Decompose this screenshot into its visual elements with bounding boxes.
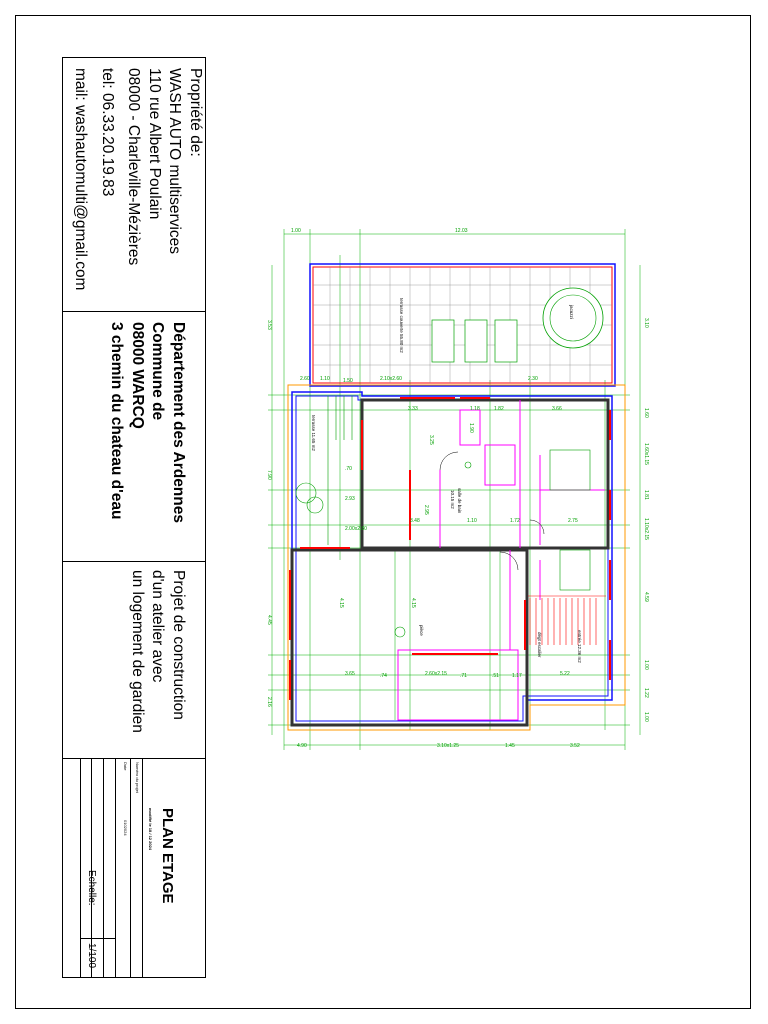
dimension-label: 1.00 — [643, 660, 649, 670]
dimension-label: 2.00x2.80 — [345, 526, 367, 532]
dimension-label: 12.03 — [455, 228, 468, 234]
dimension-label: 1.50 — [343, 378, 353, 384]
dimension-label: 3.25 — [428, 435, 434, 445]
dimension-label: 2.60x2.15 — [425, 671, 447, 677]
dimension-label: 1.10 — [467, 518, 477, 524]
dimension-label: 2.16 — [266, 697, 272, 707]
covered-terrace — [310, 264, 615, 386]
fixtures — [395, 450, 590, 637]
dimension-label: .70 — [345, 466, 352, 472]
dimension-label: 4.45 — [266, 615, 272, 625]
sheet-modified-date: modifié le 18 / 12 2024 — [148, 808, 153, 851]
site-address: 3 chemin du chateau d'eau — [108, 322, 126, 520]
dimension-label: 4.90 — [297, 743, 307, 749]
stair-handrail — [296, 396, 352, 545]
dimension-label: 2.60 — [300, 376, 310, 382]
dimension-label: 1.72 — [510, 518, 520, 524]
dimension-label: 7.90 — [266, 470, 272, 480]
dimension-label: 1.60x1.15 — [643, 443, 649, 465]
stair-label: dégt escalier — [537, 632, 542, 658]
dimension-label: 1.90 — [468, 423, 474, 433]
dimension-label: 1.22 — [643, 688, 649, 698]
date-label: Date — [123, 762, 128, 771]
sheet-title: PLAN ETAGE — [159, 808, 176, 904]
dimension-label: 3.66 — [552, 406, 562, 412]
dimension-label: 1.00 — [643, 712, 649, 722]
owner-name: WASH AUTO multiservices — [166, 68, 184, 255]
dimension-label: 1.10 — [320, 376, 330, 382]
jacuzzi-label: jacuzzi — [569, 305, 574, 319]
dimension-label: 2.95 — [423, 505, 429, 515]
owner-mail: mail: washautomulti@gmail.com — [72, 68, 90, 291]
scale-label: Echelle: — [86, 870, 97, 906]
dimension-label: 1.10x2.15 — [643, 518, 649, 540]
dimension-label: 1.81 — [643, 490, 649, 500]
bathroom-area: 10.15 m2 — [450, 490, 455, 509]
room-label: pièce — [419, 625, 424, 636]
site-commune-label: Commune de — [149, 322, 167, 421]
site-commune: 08000 WARCQ — [129, 322, 146, 429]
project-line: Projet de construction — [170, 570, 187, 720]
dimension-label: .51 — [492, 673, 499, 679]
dimension-label: 4.15 — [410, 598, 416, 608]
dimension-label: 2.10x2.60 — [380, 376, 402, 382]
dimension-label: 1.60 — [643, 408, 649, 418]
project-line: un logement de gardien — [129, 570, 146, 733]
dimension-label: .74 — [380, 673, 387, 679]
dimension-label: 4.15 — [338, 598, 344, 608]
dimension-label: 5.22 — [560, 671, 570, 677]
dimension-label: 3.48 — [410, 518, 420, 524]
bathroom-label: salle de bain — [457, 488, 462, 514]
dimension-label: .71 — [460, 673, 467, 679]
dimension-label: 3.10 — [643, 318, 649, 328]
dimension-label: 4.59 — [643, 592, 649, 602]
dimension-label: 1.18 — [470, 406, 480, 412]
dimension-label: 3.53 — [266, 320, 272, 330]
dimension-label: 2.93 — [345, 496, 355, 502]
owner-street: 110 rue Albert Poulain — [146, 68, 163, 220]
project-number-label: Numéro du projet — [135, 762, 140, 793]
dimension-label: 3.10x1.25 — [437, 743, 459, 749]
project-number: 0102024 — [123, 820, 128, 836]
dimension-label: 3.52 — [570, 743, 580, 749]
dimension-label: 2.30 — [528, 376, 538, 382]
dimension-label: 2.75 — [568, 518, 578, 524]
dimension-label: 3.33 — [408, 406, 418, 412]
orange-outline — [288, 385, 625, 730]
dimension-label: 1.82 — [494, 406, 504, 412]
site-department: Département des Ardennes — [170, 322, 187, 523]
dimension-label: 1.00 — [291, 228, 301, 234]
dimension-label: 1.45 — [505, 743, 515, 749]
owner-line: Propriété de: — [187, 68, 204, 157]
entry-label: entrée 12.36 m2 — [577, 630, 582, 663]
project-line: d'un atelier avec — [149, 570, 167, 683]
terrace-small-label: terrasse 11.65 m2 — [311, 415, 316, 451]
terrace-big-label: terrasse couverte 55.80 m2 — [399, 298, 404, 353]
dimension-label: 3.65 — [345, 671, 355, 677]
owner-phone: tel: 06.33.20.19.83 — [99, 68, 116, 197]
dimension-label: 1.17 — [512, 673, 522, 679]
owner-city: 08000 - Charleville-Mézières — [125, 68, 143, 266]
scale-value: 1/100 — [86, 943, 97, 969]
